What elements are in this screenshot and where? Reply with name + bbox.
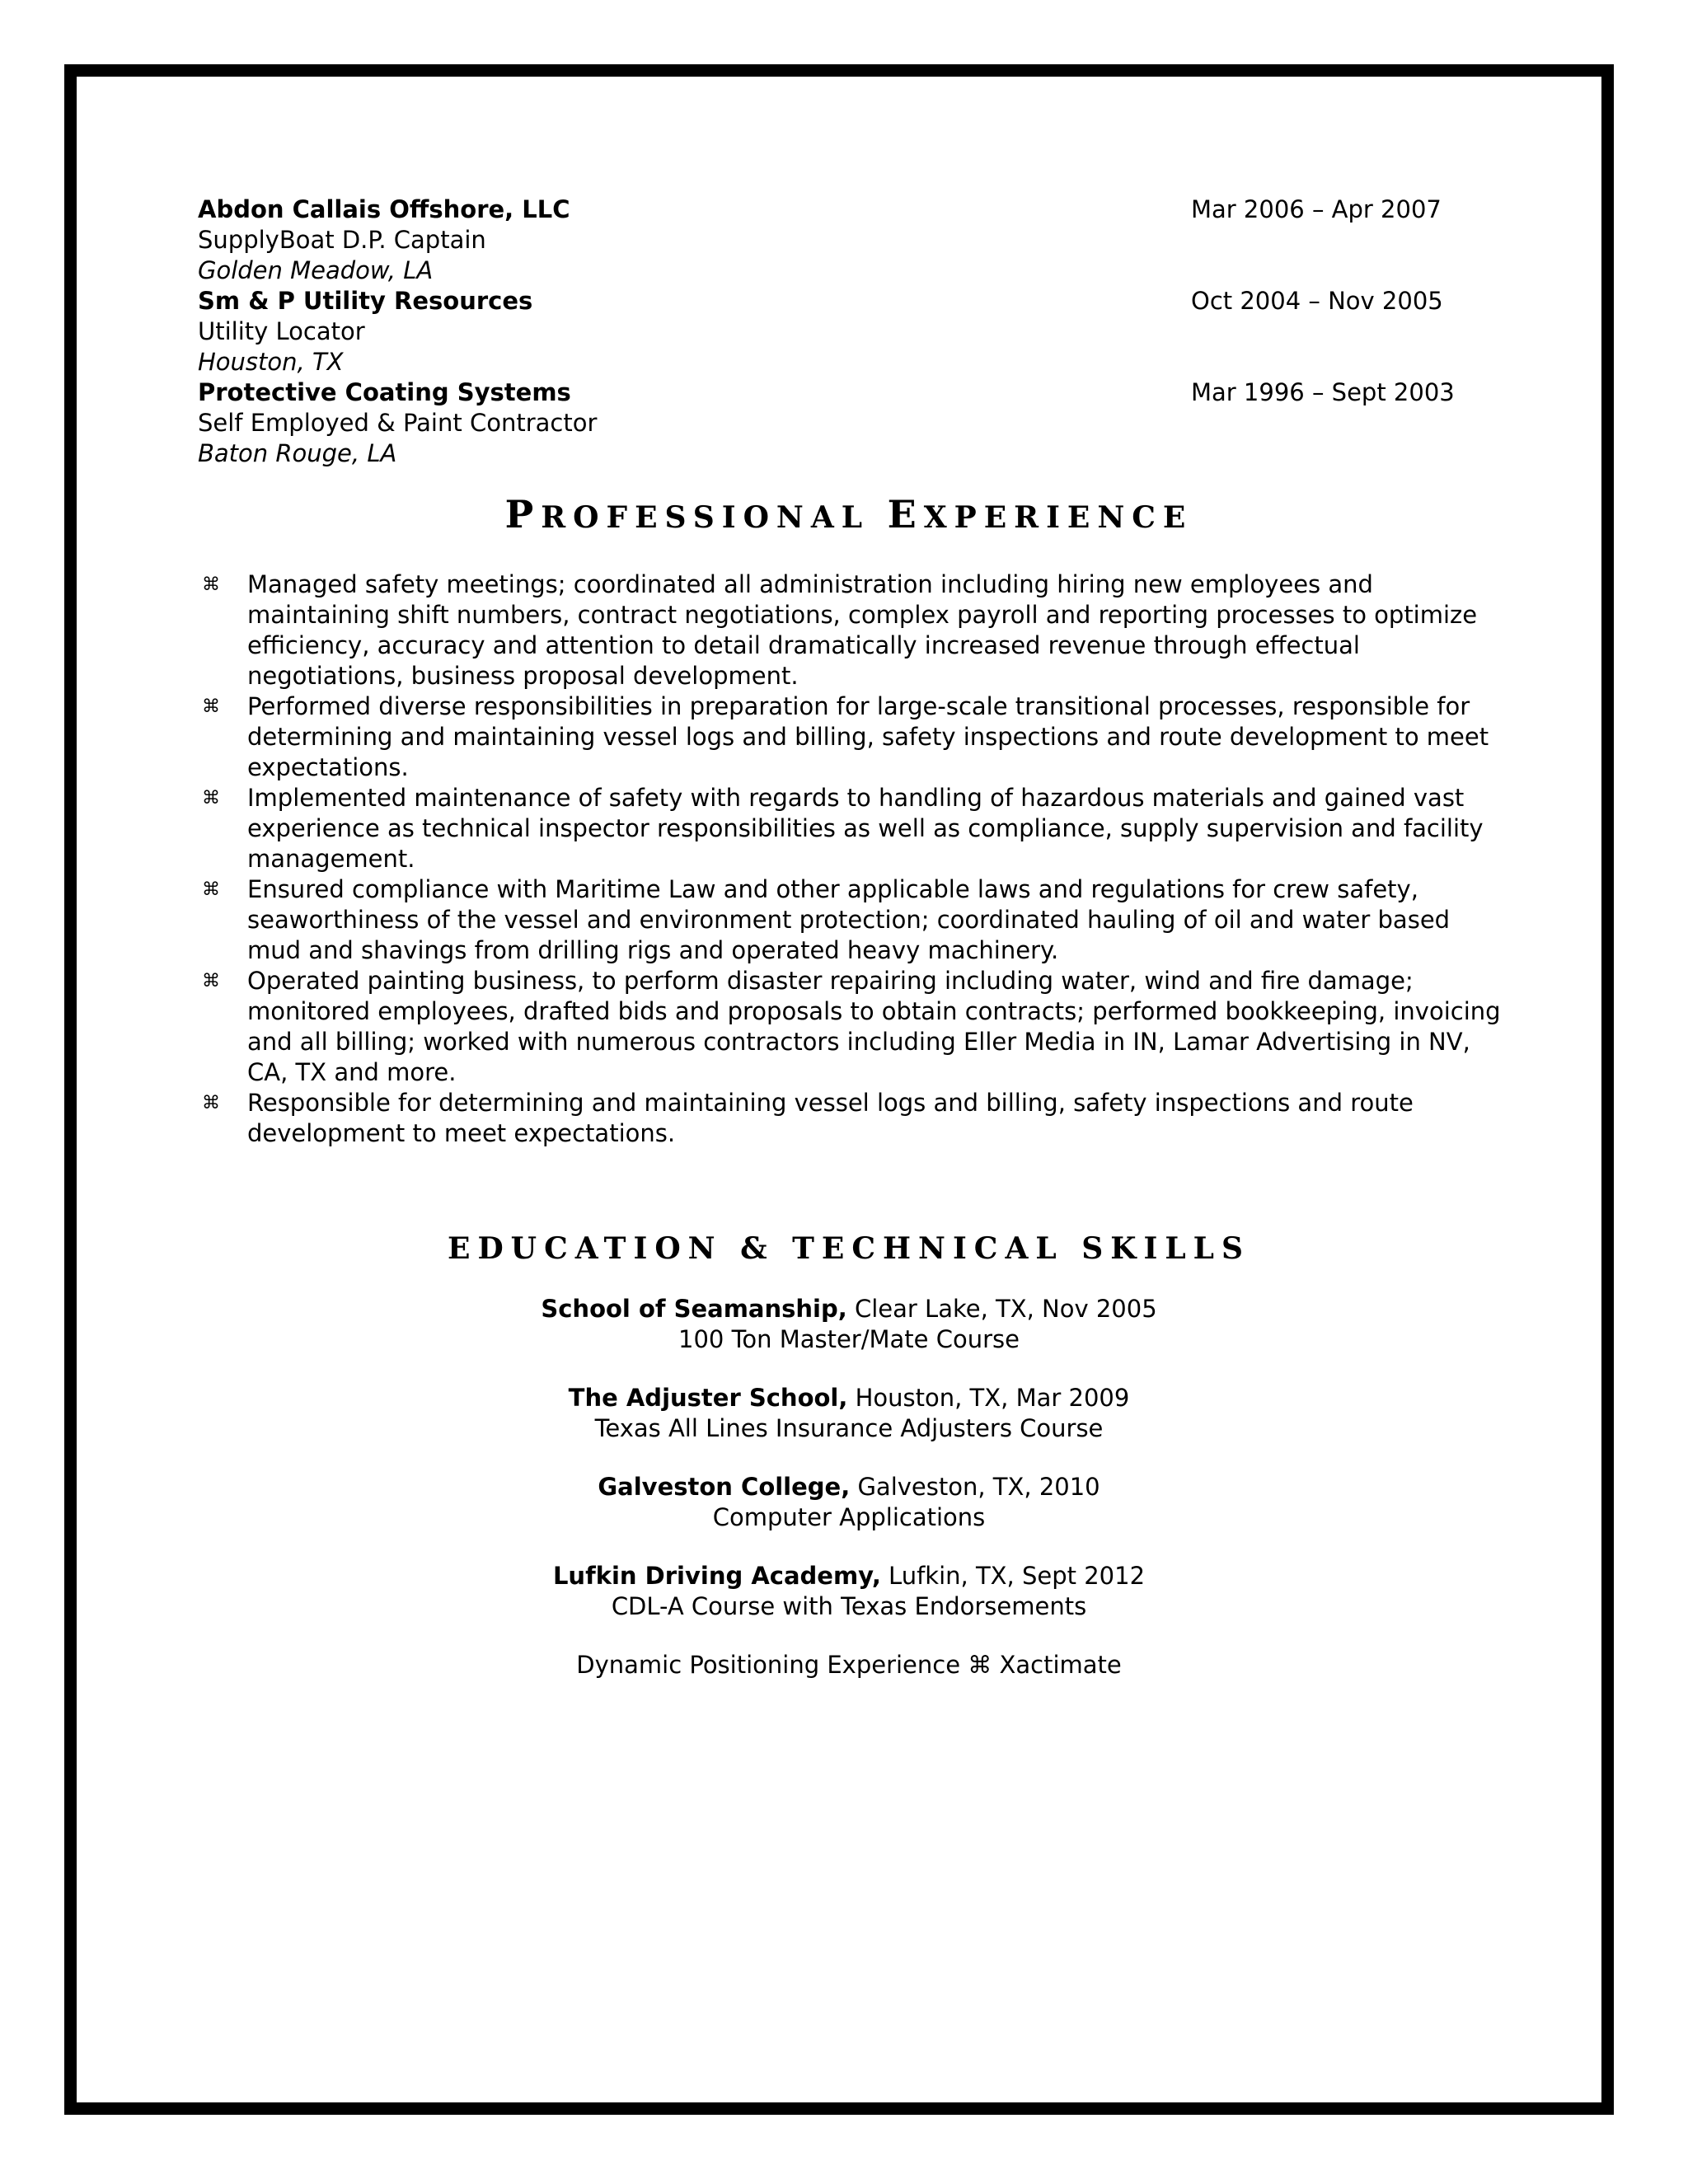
job-entry [198, 286, 1500, 377]
bullet-text: Responsible for determining and maintaining vessel logs and billing, safety inspections and route development to meet expectations. [247, 1089, 1414, 1147]
job-dates: Mar 1996 – Sept 2003 [1191, 378, 1455, 406]
skill-item: Dynamic Positioning Experience [576, 1651, 961, 1679]
school-details: Lufkin, TX, Sept 2012 [880, 1562, 1146, 1590]
education-skills-heading: EDUCATION & TECHNICAL SKILLS [448, 1231, 1250, 1266]
course-name: CDL-A Course with Texas Endorsements [611, 1592, 1087, 1620]
bullet-text: Implemented maintenance of safety with regards to handling of hazardous materials and gained vast experience as technical inspector responsibilities as well as compliance, supply supervision and facility management. [247, 784, 1484, 873]
school-name: Lufkin Driving Academy, [552, 1562, 881, 1590]
heading-rest: ROFESSIONAL [541, 500, 870, 535]
professional-experience-heading [198, 492, 1500, 537]
job-title: SupplyBoat D.P. Captain [198, 226, 486, 254]
bullet-icon: ⌘ [202, 696, 220, 717]
education-entry [198, 1383, 1500, 1444]
job-entry [198, 194, 1500, 286]
resume-content [198, 194, 1500, 1680]
job-title: Utility Locator [198, 317, 365, 345]
heading-initial: P [504, 492, 542, 537]
job-company: Sm & P Utility Resources [198, 287, 533, 315]
school-name: School of Seamanship, [541, 1295, 847, 1323]
school-name: The Adjuster School, [568, 1384, 848, 1412]
list-item [198, 691, 1508, 783]
job-location: Baton Rouge, LA [198, 439, 397, 467]
bullet-icon: ⌘ [202, 574, 220, 595]
bullet-icon: ⌘ [202, 1093, 220, 1113]
list-item [198, 569, 1508, 691]
list-item [198, 1088, 1508, 1149]
skill-separator-icon: ⌘ [968, 1651, 992, 1679]
education-entry [198, 1561, 1500, 1622]
job-company: Abdon Callais Offshore, LLC [198, 195, 570, 223]
list-item [198, 874, 1508, 966]
experience-bullet-list [198, 569, 1508, 1149]
bullet-icon: ⌘ [202, 788, 220, 808]
course-name: 100 Ton Master/Mate Course [678, 1325, 1020, 1353]
heading-rest: XPERIENCE [923, 500, 1193, 535]
bullet-text: Performed diverse responsibilities in preparation for large-scale transitional processes, responsible for determining and maintaining vessel logs and billing, safety inspections and route development to meet expectations. [247, 692, 1489, 781]
job-entry [198, 377, 1500, 469]
bullet-icon: ⌘ [202, 879, 220, 900]
skill-item: Xactimate [999, 1651, 1122, 1679]
school-name: Galveston College, [598, 1473, 851, 1501]
school-details: Houston, TX, Mar 2009 [847, 1384, 1130, 1412]
job-location: Golden Meadow, LA [198, 256, 434, 284]
course-name: Texas All Lines Insurance Adjusters Course [594, 1414, 1104, 1442]
education-entry [198, 1294, 1500, 1355]
bullet-text: Ensured compliance with Maritime Law and other applicable laws and regulations for crew safety, seaworthiness of the vessel and environment protection; coordinated hauling of oil and water based mud and shavings from drilling rigs and operated heavy machinery. [247, 875, 1451, 964]
heading-initial: E [887, 492, 924, 537]
job-dates: Mar 2006 – Apr 2007 [1191, 195, 1442, 223]
school-details: Clear Lake, TX, Nov 2005 [846, 1295, 1157, 1323]
bullet-icon: ⌘ [202, 971, 220, 991]
job-dates: Oct 2004 – Nov 2005 [1191, 287, 1443, 315]
course-name: Computer Applications [712, 1503, 986, 1531]
list-item [198, 966, 1508, 1088]
job-location: Houston, TX [198, 348, 344, 376]
job-company: Protective Coating Systems [198, 378, 571, 406]
list-item [198, 783, 1508, 874]
bullet-text: Managed safety meetings; coordinated all administration including hiring new employees and maintaining shift numbers, contract negotiations, complex payroll and reporting processes to optimize efficiency, accuracy and attention to detail dramatically increased revenue through effectual negotiations, business proposal development. [247, 570, 1478, 690]
education-entry [198, 1472, 1500, 1533]
job-title: Self Employed & Paint Contractor [198, 409, 598, 437]
school-details: Galveston, TX, 2010 [850, 1473, 1100, 1501]
skills-line [198, 1650, 1500, 1680]
bullet-text: Operated painting business, to perform disaster repairing including water, wind and fire damage; monitored employees, drafted bids and proposals to obtain contracts; performed bookkeeping, invoicing and all billing; worked with numerous contractors including Eller Media in IN, Lamar Advertising in NV, CA, TX and more. [247, 967, 1501, 1086]
